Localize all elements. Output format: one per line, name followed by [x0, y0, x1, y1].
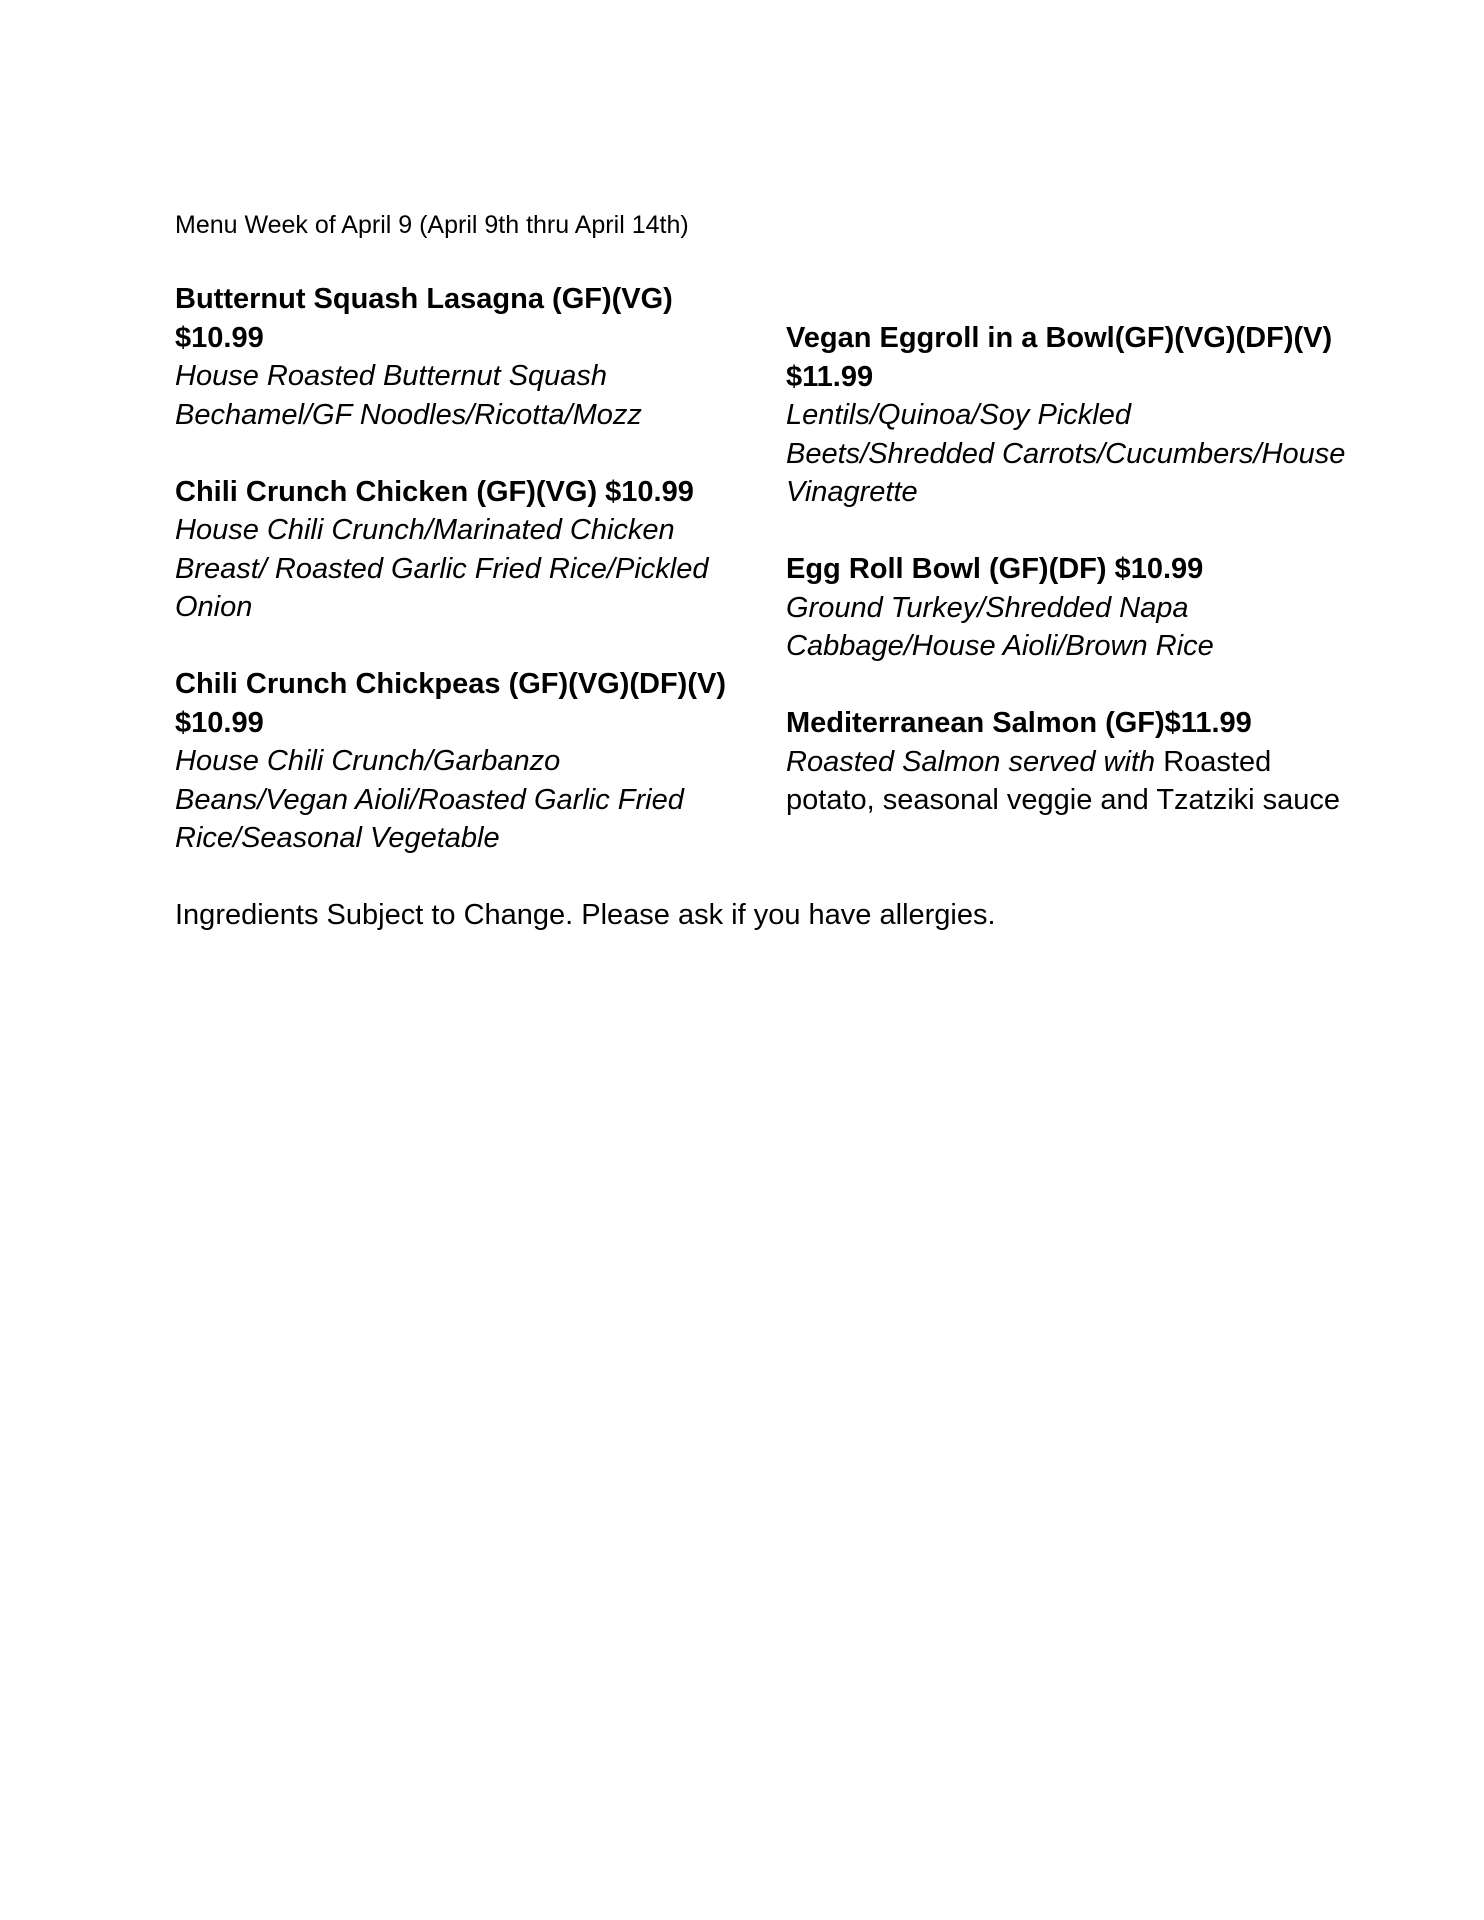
menu-item-description-italic: Roasted Salmon served with — [786, 745, 1156, 778]
menu-item-mediterranean-salmon — [786, 704, 1346, 820]
menu-item-description: House Chili Crunch/Garbanzo Beans/Vegan Aioli/Roasted Garlic Fried Rice/Seasonal Vegetable — [175, 745, 684, 854]
menu-item-description: House Chili Crunch/Marinated Chicken Breast/ Roasted Garlic Fried Rice/Pickled Onion — [175, 514, 709, 623]
menu-column-right — [786, 319, 1346, 820]
menu-item-description: House Roasted Butternut Squash Bechamel/GF Noodles/Ricotta/Mozz — [175, 360, 642, 431]
menu-item-title: Butternut Squash Lasagna (GF)(VG) $10.99 — [175, 283, 673, 354]
menu-column-left — [175, 280, 735, 858]
menu-item-title: Vegan Eggroll in a Bowl(GF)(VG)(DF)(V) $11.99 — [786, 322, 1333, 393]
allergy-disclaimer: Ingredients Subject to Change. Please ask if you have allergies. — [175, 899, 996, 931]
menu-item-title: Egg Roll Bowl (GF)(DF) $10.99 — [786, 553, 1204, 585]
menu-item-description-plain: Roasted potato, seasonal veggie and Tzatziki sauce — [786, 745, 1341, 816]
menu-item-egg-roll-bowl — [786, 550, 1346, 666]
menu-item-description: Lentils/Quinoa/Soy Pickled Beets/Shredded Carrots/Cucumbers/House Vinagrette — [786, 399, 1346, 508]
menu-item-title: Chili Crunch Chickpeas (GF)(VG)(DF)(V) $10.99 — [175, 668, 726, 739]
menu-item-vegan-eggroll-bowl — [786, 319, 1346, 512]
menu-item-title: Chili Crunch Chicken (GF)(VG) $10.99 — [175, 475, 694, 508]
menu-item-chili-crunch-chicken — [175, 473, 735, 627]
menu-week-title: Menu Week of April 9 (April 9th thru April 14th) — [175, 211, 689, 239]
menu-item-chili-crunch-chickpeas — [175, 665, 735, 858]
menu-item-description — [786, 743, 1346, 820]
menu-item-title: Mediterranean Salmon (GF)$11.99 — [786, 707, 1252, 739]
menu-item-description: Ground Turkey/Shredded Napa Cabbage/House Aioli/Brown Rice — [786, 591, 1214, 662]
menu-item-butternut-squash-lasagna — [175, 280, 735, 434]
